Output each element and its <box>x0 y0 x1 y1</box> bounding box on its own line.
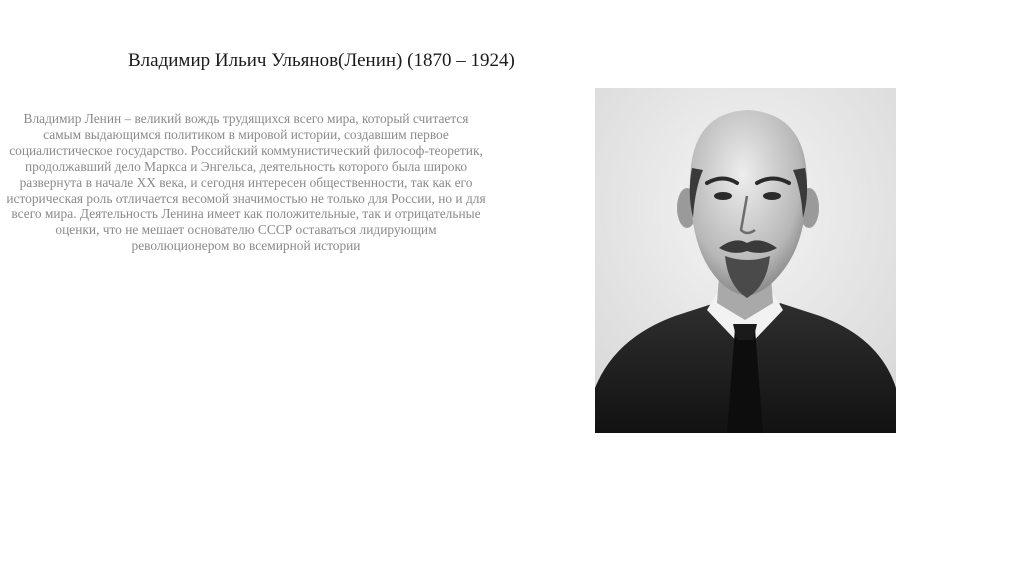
portrait-illustration <box>595 88 896 433</box>
slide-title: Владимир Ильич Ульянов(Ленин) (1870 – 1924) <box>128 50 515 71</box>
slide-body-text: Владимир Ленин – великий вождь трудящихся всего мира, который считается самым выдающимся политиком в мировой истории, создавшим первое социалистическое государство. Российский коммунистический философ-теоретик, продолжавший дело Маркса и Энгельса, деятельность которого была широко развернута в начале XX века, и сегодня интересен общественности, так как его историческая роль отличается весомой значимостью не только для России, но и для всего мира. Деятельность Ленина имеет как положительные, так и отрицательные оценки, что не мешает основателю СССР оставаться лидирующим революционером во всемирной истории <box>6 111 486 254</box>
portrait-photo <box>595 88 896 433</box>
